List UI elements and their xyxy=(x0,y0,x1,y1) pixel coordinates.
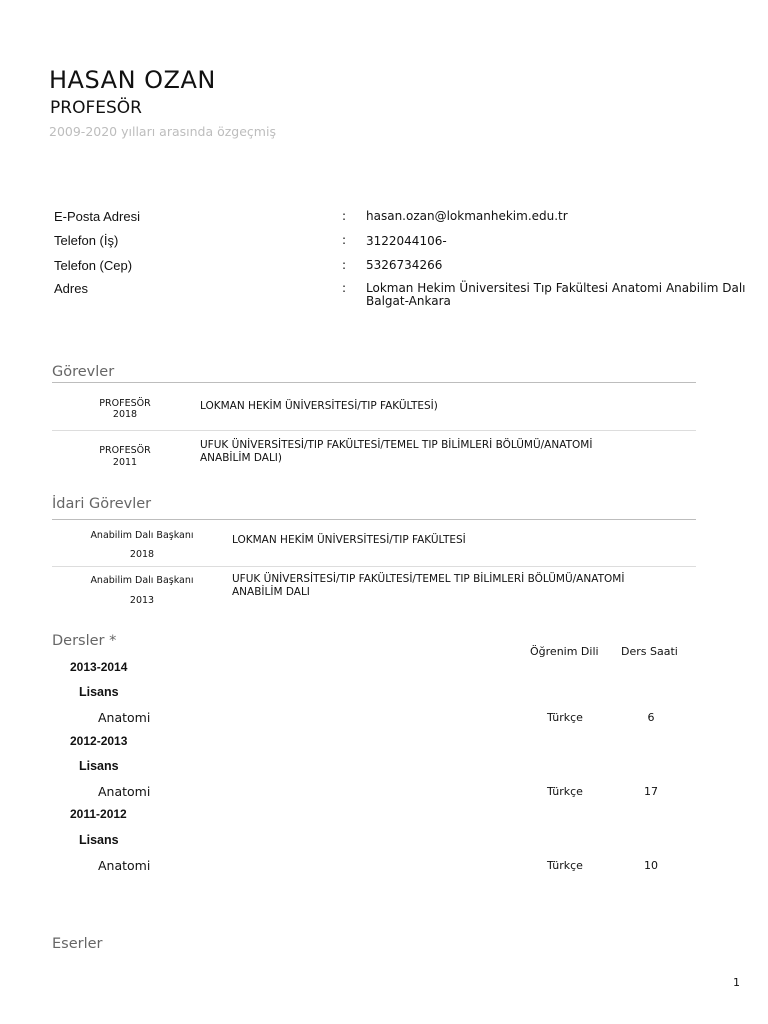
course-name: Anatomi xyxy=(98,858,151,873)
address-label: Adres xyxy=(54,281,88,296)
academic-year: 2013-2014 xyxy=(70,660,128,674)
position-title: PROFESÖR xyxy=(99,445,151,456)
person-title: PROFESÖR xyxy=(50,98,142,118)
section-divider xyxy=(52,382,696,383)
admin-role-year: 2013 xyxy=(129,595,155,606)
column-header-hours: Ders Saati xyxy=(621,645,678,658)
section-title-dersler: Dersler * xyxy=(52,633,117,649)
work-phone-colon: : xyxy=(342,233,347,247)
admin-role-title: Anabilim Dalı Başkanı xyxy=(90,530,194,541)
position-year: 2011 xyxy=(112,457,138,468)
section-title-eserler: Eserler xyxy=(52,936,103,952)
row-divider xyxy=(52,566,696,567)
position-org: LOKMAN HEKİM ÜNİVERSİTESİ/TIP FAKÜLTESİ) xyxy=(200,400,438,412)
admin-role-org: LOKMAN HEKİM ÜNİVERSİTESİ/TIP FAKÜLTESİ xyxy=(232,534,466,546)
address-line-1: Lokman Hekim Üniversitesi Tıp Fakültesi Anatomi Anabilim Dalı xyxy=(366,281,746,295)
work-phone-label: Telefon (İş) xyxy=(54,233,119,248)
education-level: Lisans xyxy=(79,759,119,773)
person-name: HASAN OZAN xyxy=(49,66,216,94)
admin-role-year: 2018 xyxy=(129,549,155,560)
course-hours: 17 xyxy=(644,785,658,798)
course-language: Türkçe xyxy=(547,785,583,798)
address-line-2: Balgat-Ankara xyxy=(366,294,451,308)
admin-role-title: Anabilim Dalı Başkanı xyxy=(90,575,194,586)
row-divider xyxy=(52,430,696,431)
academic-year: 2012-2013 xyxy=(70,734,128,748)
admin-role-org-line-2: ANABİLİM DALI xyxy=(232,586,310,598)
course-name: Anatomi xyxy=(98,710,151,725)
admin-role-org: UFUK ÜNİVERSİTESİ/TIP FAKÜLTESİ/TEMEL TIP BİLİMLERİ BÖLÜMÜ/ANATOMİ xyxy=(232,573,625,585)
course-hours: 6 xyxy=(647,711,655,724)
work-phone-value: 3122044106- xyxy=(366,234,447,248)
page-number: 1 xyxy=(733,976,740,989)
email-value: hasan.ozan@lokmanhekim.edu.tr xyxy=(366,209,568,223)
position-year: 2018 xyxy=(112,409,138,420)
mobile-phone-value: 5326734266 xyxy=(366,258,443,272)
position-org: UFUK ÜNİVERSİTESİ/TIP FAKÜLTESİ/TEMEL TIP BİLİMLERİ BÖLÜMÜ/ANATOMİ xyxy=(200,439,593,451)
course-language: Türkçe xyxy=(547,711,583,724)
academic-year: 2011-2012 xyxy=(70,807,127,821)
address-colon: : xyxy=(342,281,347,295)
mobile-phone-colon: : xyxy=(342,258,347,272)
section-title-idari-gorevler: İdari Görevler xyxy=(52,496,152,512)
email-colon: : xyxy=(342,209,347,223)
section-divider xyxy=(52,519,696,520)
course-hours: 10 xyxy=(644,859,658,872)
course-language: Türkçe xyxy=(547,859,583,872)
email-label: E-Posta Adresi xyxy=(54,209,140,224)
column-header-language: Öğrenim Dili xyxy=(530,645,599,658)
education-level: Lisans xyxy=(79,833,119,847)
mobile-phone-label: Telefon (Cep) xyxy=(54,258,133,273)
section-title-gorevler: Görevler xyxy=(52,364,115,380)
cv-period: 2009-2020 yılları arasında özgeçmiş xyxy=(49,124,276,139)
course-name: Anatomi xyxy=(98,784,151,799)
position-title: PROFESÖR xyxy=(99,398,151,409)
position-org-line-2: ANABİLİM DALI) xyxy=(200,452,282,464)
education-level: Lisans xyxy=(79,685,119,699)
